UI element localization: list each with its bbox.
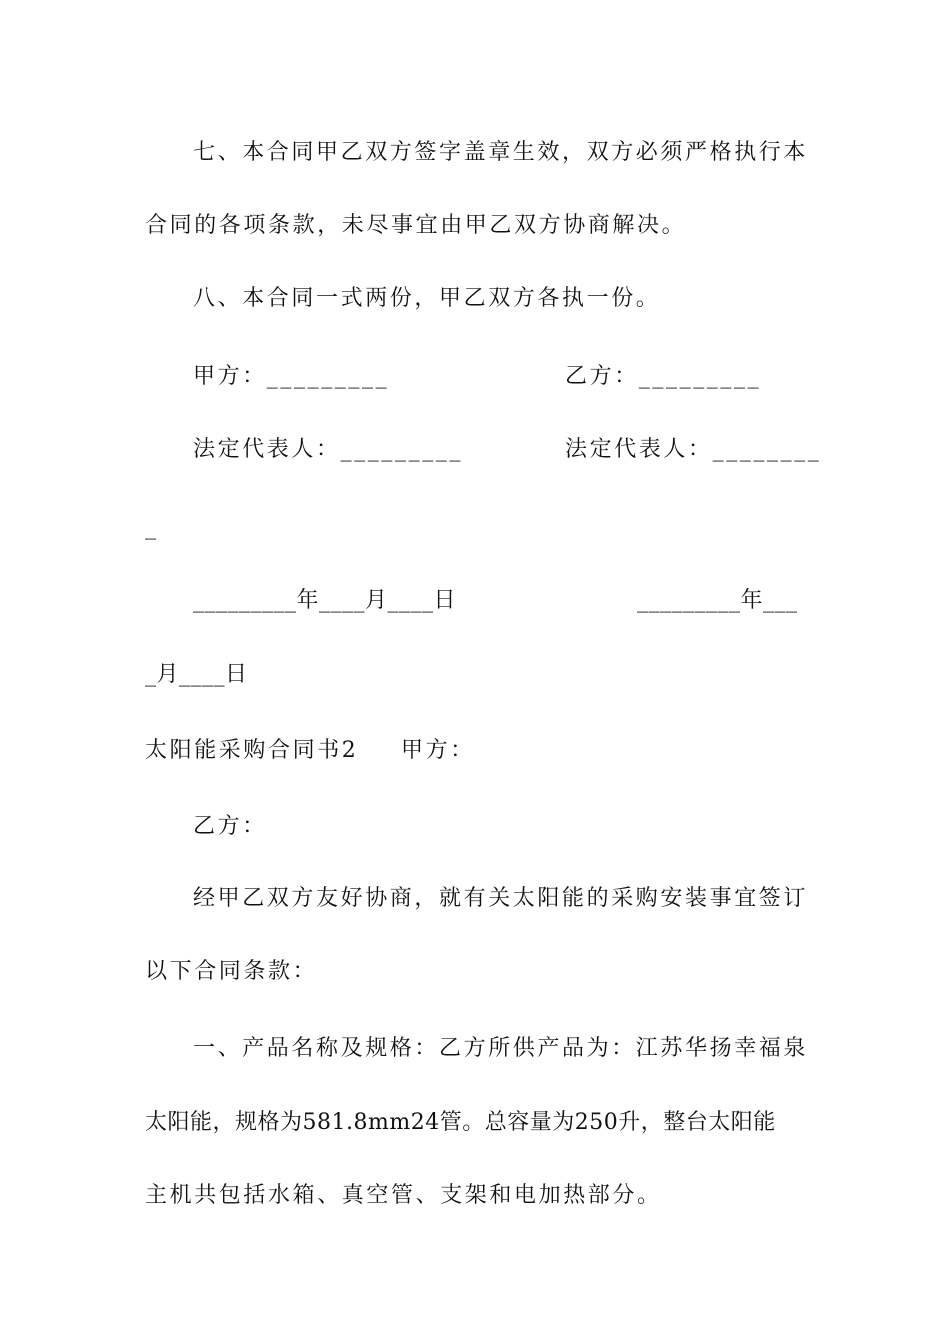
party-a-date: _________年____月____日 [193, 588, 457, 613]
contract-2-title: 太阳能采购合同书2 [145, 738, 359, 763]
preamble-line-1: 经甲乙双方友好协商，就有关太阳能的采购安装事宜签订 [193, 886, 809, 911]
contract-2-party-a: 甲方： [401, 738, 475, 763]
party-a-legal-rep: 法定代表人：_________ [193, 437, 464, 462]
legal-rep-underline-overflow: _ [145, 515, 159, 540]
party-b-legal-rep: 法定代表人：________ [565, 437, 822, 462]
clause-8: 八、本合同一式两份，甲乙双方各执一份。 [193, 286, 661, 311]
clause-7-line-2: 合同的各项条款，未尽事宜由甲乙双方协商解决。 [145, 213, 687, 238]
contract-2-party-b: 乙方： [193, 814, 267, 839]
preamble-line-2: 以下合同条款： [145, 959, 318, 984]
party-a-signature-row [193, 361, 863, 393]
legal-rep-row [193, 434, 863, 466]
party-b-label: 乙方：_________ [565, 364, 762, 389]
clause-1-line-1: 一、产品名称及规格：乙方所供产品为：江苏华扬幸福泉 [193, 1036, 809, 1061]
party-a-label: 甲方：_________ [193, 364, 390, 389]
clause-1-line-3: 主机共包括水箱、真空管、支架和电加热部分。 [145, 1183, 662, 1208]
clause-1-line-2: 太阳能，规格为581.8mm24管。总容量为250升，整台太阳能 [145, 1110, 776, 1135]
contract-2-heading-row [145, 735, 815, 767]
party-b-date: _________年___ [637, 588, 798, 613]
party-b-date-overflow: _月____日 [145, 662, 248, 687]
clause-7-line-1: 七、本合同甲乙双方签字盖章生效，双方必须严格执行本 [193, 140, 809, 165]
date-row [193, 585, 863, 617]
